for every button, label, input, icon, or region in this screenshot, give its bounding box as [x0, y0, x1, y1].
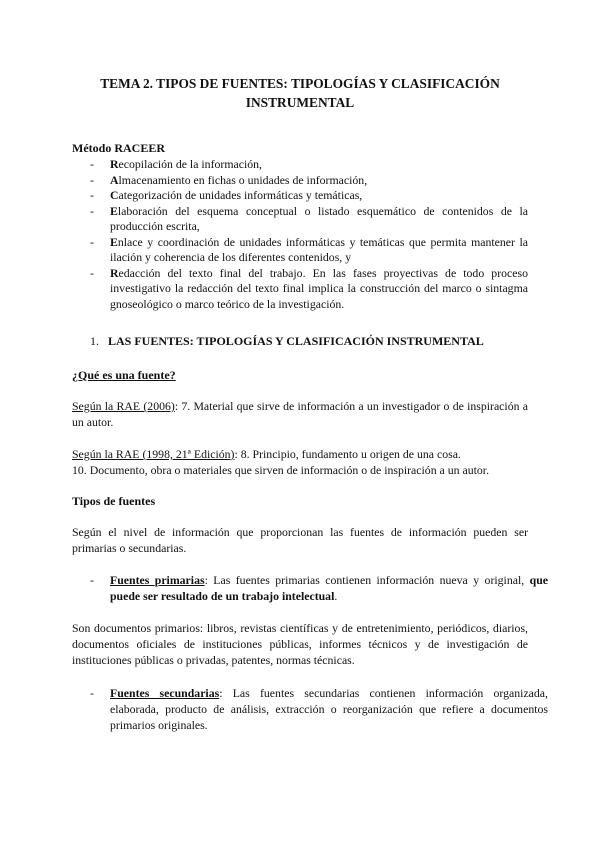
rae-1998-definition: Según la RAE (1998, 21ª Edición): 8. Principio, fundamento u origen de una cosa. 10. Documento, obra o materiales que sirven de información o de inspiración a un autor. — [72, 447, 490, 477]
documentos-primarios-text: Son documentos primarios: libros, revistas científicas y de entretenimiento, periódicos, diarios, documentos oficiales de instituciones públicas, informes técnicos y de investigación de instituciones públicas o privadas, patentes, normas técnicas. — [72, 621, 528, 667]
fuentes-secundarias-item: - Fuentes secundarias: Las fuentes secundarias contienen información organizada, elaborada, producto de análisis, extracción o reorganización que refiere a documentos primarios originales. — [90, 686, 548, 732]
list-item: - Redacción del texto final del trabajo. En las fases proyectivas de todo proceso investigativo la redacción del texto final implica la construcción del marco o sintagma gnoseológico o marco teórico de la investigación. — [90, 265, 528, 311]
tipos-intro: Según el nivel de información que proporcionan las fuentes de información pueden ser primarias o secundarias. — [72, 525, 528, 555]
rae-2006-definition: Según la RAE (2006): 7. Material que sirve de información a un investigador o de inspiración a un autor. — [72, 399, 528, 429]
list-item: - Enlace y coordinación de unidades informáticas y temáticas que permita mantener la ilación y coherencia de los diferentes contenidos, y — [90, 234, 528, 264]
que-es-heading: ¿Qué es una fuente? — [72, 368, 176, 382]
list-item: - Categorización de unidades informáticas y temáticas, — [90, 188, 363, 202]
page-title — [70, 74, 530, 112]
list-item: - Recopilación de la información, — [90, 157, 263, 171]
list-item: - Almacenamiento en fichas o unidades de información, — [90, 172, 368, 187]
section-1-heading: 1. LAS FUENTES: TIPOLOGÍAS Y CLASIFICACIÓN INSTRUMENTAL — [90, 334, 484, 348]
metodo-heading: Método RACEER — [72, 141, 165, 155]
list-item: - Elaboración del esquema conceptual o listado esquemático de contenidos de la producción escrita, — [90, 203, 528, 233]
tipos-heading: Tipos de fuentes — [72, 494, 156, 508]
fuentes-primarias-item: - Fuentes primarias: Las fuentes primarias contienen información nueva y original, que puede ser resultado de un trabajo intelectual. — [90, 573, 548, 603]
title-line-2: INSTRUMENTAL — [245, 95, 355, 110]
metodo-list — [72, 157, 528, 312]
title-line-1: TEMA 2. TIPOS DE FUENTES: TIPOLOGÍAS Y CLASIFICACIÓN — [100, 76, 500, 91]
